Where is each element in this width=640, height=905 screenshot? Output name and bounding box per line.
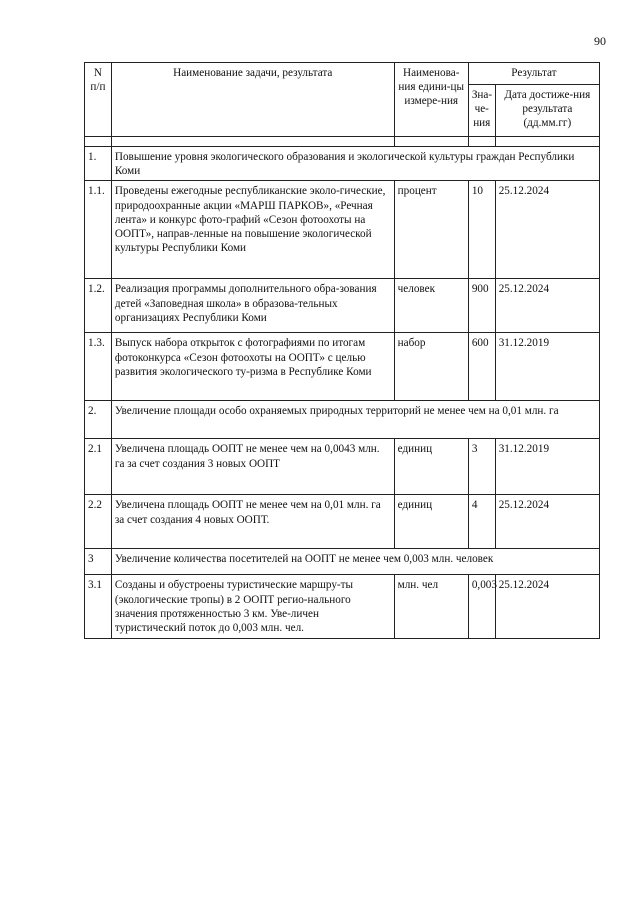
header-result: Результат: [468, 63, 599, 85]
date-cell: 25.12.2024: [495, 495, 599, 549]
table-row: [85, 495, 600, 549]
row-num: 1.2.: [85, 279, 112, 333]
header-unit: Наименова-ния едини-цы измере-ния: [394, 63, 468, 137]
table-row: [85, 401, 600, 439]
unit-cell: млн. чел: [394, 575, 468, 639]
unit-cell: процент: [394, 181, 468, 279]
task-text: Увеличена площадь ООПТ не менее чем на 0,0043 млн. га за счет создания 3 новых ООПТ: [111, 439, 394, 495]
row-num: 3: [85, 549, 112, 575]
table-row: [85, 279, 600, 333]
value-cell: 4: [468, 495, 495, 549]
unit-cell: единиц: [394, 495, 468, 549]
row-num: 1.3.: [85, 333, 112, 401]
row-num: 2.2: [85, 495, 112, 549]
row-num: 2.: [85, 401, 112, 439]
row-num: 1.1.: [85, 181, 112, 279]
header-value: Зна-че-ния: [468, 85, 495, 137]
row-num: 3.1: [85, 575, 112, 639]
section-title: Увеличение площади особо охраняемых природных территорий не менее чем на 0,01 млн. га: [111, 401, 599, 439]
table-row: [85, 333, 600, 401]
header-date: Дата достиже-ния результата (дд.мм.гг): [495, 85, 599, 137]
date-cell: 25.12.2024: [495, 279, 599, 333]
unit-cell: единиц: [394, 439, 468, 495]
task-text: Созданы и обустроены туристические маршру-ты (экологические тропы) в 2 ООПТ регио-нального значения протяженностью 3 км. Уве-личен туристический поток до 0,003 млн. чел.: [111, 575, 394, 639]
date-cell: 25.12.2024: [495, 181, 599, 279]
header-name: Наименование задачи, результата: [111, 63, 394, 137]
header-num: N п/п: [85, 63, 112, 137]
row-num: 2.1: [85, 439, 112, 495]
page-number: 90: [594, 34, 606, 48]
task-text: Выпуск набора открыток с фотографиями по итогам фотоконкурса «Сезон фотоохоты на ООПТ» с целью развития экологического ту-ризма в Республике Коми: [111, 333, 394, 401]
value-cell: 0,003: [468, 575, 495, 639]
table-row: [85, 181, 600, 279]
date-cell: 31.12.2019: [495, 333, 599, 401]
table-row: [85, 439, 600, 495]
value-cell: 3: [468, 439, 495, 495]
row-num: 1.: [85, 147, 112, 181]
table-row: [85, 575, 600, 639]
task-text: Реализация программы дополнительного обра-зования детей «Заповедная школа» в образова-тельных организациях Республики Коми: [111, 279, 394, 333]
table-row: [85, 147, 600, 181]
results-table: [84, 62, 600, 639]
value-cell: 600: [468, 333, 495, 401]
value-cell: 900: [468, 279, 495, 333]
unit-cell: набор: [394, 333, 468, 401]
section-title: Увеличение количества посетителей на ООПТ не менее чем 0,003 млн. человек: [111, 549, 599, 575]
date-cell: 31.12.2019: [495, 439, 599, 495]
value-cell: 10: [468, 181, 495, 279]
task-text: Увеличена площадь ООПТ не менее чем на 0,01 млн. га за счет создания 4 новых ООПТ.: [111, 495, 394, 549]
section-title: Повышение уровня экологического образования и экологической культуры граждан Республики Коми: [111, 147, 599, 181]
unit-cell: человек: [394, 279, 468, 333]
table-row: [85, 549, 600, 575]
task-text: Проведены ежегодные республиканские эколо-гические, природоохранные акции «МАРШ ПАРКОВ», «Речная лента» и конкурс фото-графий «Сезон фотоохоты на ООПТ», направ-ленные на повышение экологической культуры Республики Коми: [111, 181, 394, 279]
date-cell: 25.12.2024: [495, 575, 599, 639]
